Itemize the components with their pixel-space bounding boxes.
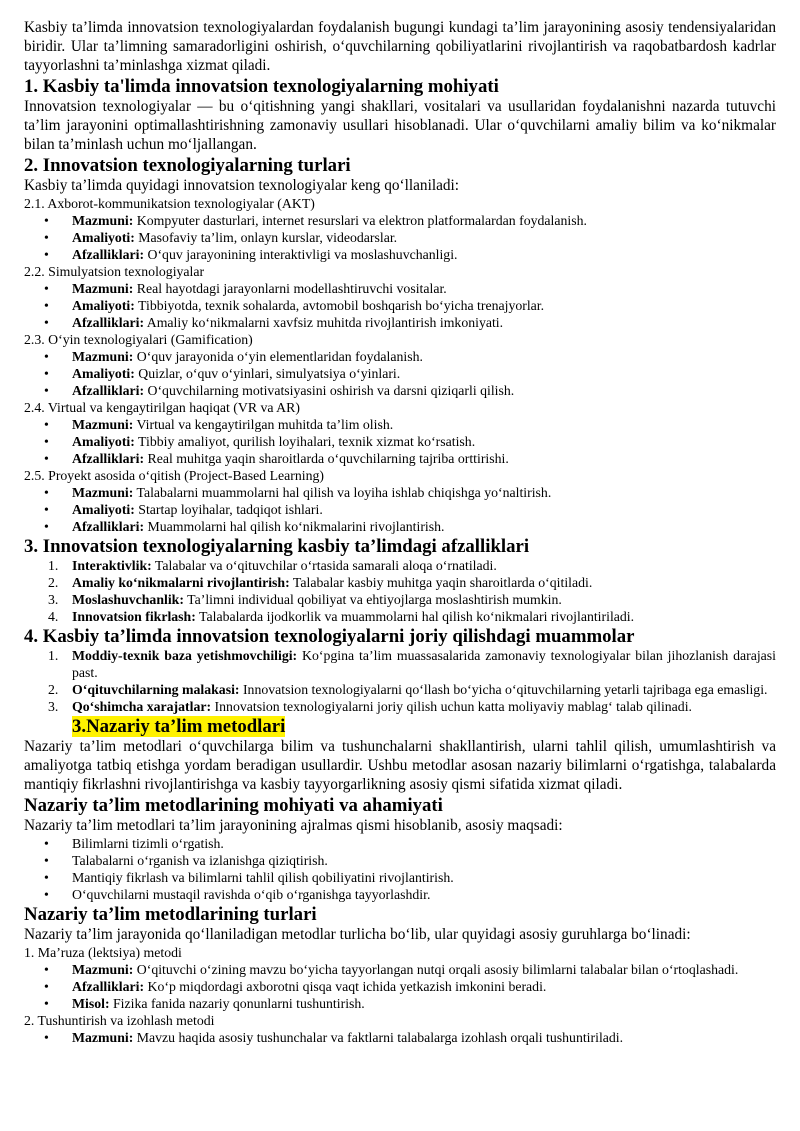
method-title: 2. Tushuntirish va izohlash metodi <box>24 1013 215 1028</box>
bullet-icon: • <box>44 887 49 902</box>
bullet-icon: • <box>44 485 49 500</box>
bullet-list <box>24 835 776 903</box>
item-number: 3. <box>48 592 59 607</box>
item-text: Mantiqiy fikrlash va bilimlarni tahlil qilish qobiliyatini rivojlantirish. <box>72 870 454 885</box>
item-text: Talabalar va o‘qituvchilar o‘rtasida samarali aloqa o‘rnatiladi. <box>151 558 497 573</box>
item-text: Tibbiy amaliyot, qurilish loyihalari, texnik xizmat ko‘rsatish. <box>134 434 476 449</box>
section-heading-essence: Nazariy ta’lim metodlarining mohiyati va ahamiyati <box>24 795 443 816</box>
bullet-list <box>24 212 776 263</box>
item-label: Afzalliklari: <box>72 519 145 534</box>
subsection-title: 2.1. Axborot-kommunikatsion texnologiyalar (AKT) <box>24 196 315 211</box>
bullet-list <box>24 416 776 467</box>
subsection-title: 2.3. O‘yin texnologiyalari (Gamification) <box>24 332 253 347</box>
document-page <box>24 0 776 1046</box>
list-item <box>44 501 776 518</box>
subsection-title: 2.2. Simulyatsion texnologiyalar <box>24 264 205 279</box>
types-intro: Nazariy ta’lim jarayonida qo‘llaniladigan metodlar turlicha bo‘lib, ular quyidagi asosiy guruhlarga bo‘linadi: <box>24 926 691 943</box>
bullet-icon: • <box>44 836 49 851</box>
item-number: 2. <box>48 575 59 590</box>
bullet-icon: • <box>44 996 49 1011</box>
theory-methods-paragraph: Nazariy ta’lim metodlari o‘quvchilarga bilim va tushunchalarni shakllantirish, ularni tahlil qilish, umumlashtirish va amaliyotga tatbiq etishga yordam beradigan usullardir. Ushbu metodlar asosan nazariy bilimlarni o‘rgatishga, talabalarda mantiqiy fikrlashni rivojlantirishga va kasbiy tayyorgarlikning asosiy qismi sifatida xizmat qiladi. <box>24 738 776 793</box>
item-label: Mazmuni: <box>72 417 134 432</box>
bullet-icon: • <box>44 962 49 977</box>
item-label: Amaliyoti: <box>72 366 135 381</box>
item-label: Amaliyoti: <box>72 434 135 449</box>
item-text: Startap loyihalar, tadqiqot ishlari. <box>134 502 323 517</box>
item-text: O‘quvchilarning motivatsiyasini oshirish va darsni qiziqarli qilish. <box>144 383 515 398</box>
numbered-list <box>24 647 776 715</box>
subsection-title: 2.5. Proyekt asosida o‘qitish (Project-Based Learning) <box>24 468 325 483</box>
list-item <box>48 574 776 591</box>
list-item <box>48 608 776 625</box>
section-heading-2: 2. Innovatsion texnologiyalarning turlari <box>24 155 351 176</box>
list-item <box>44 852 776 869</box>
essence-intro: Nazariy ta’lim metodlari ta’lim jarayonining ajralmas qismi hisoblanib, asosiy maqsadi: <box>24 817 563 834</box>
list-item <box>44 978 776 995</box>
item-label: Afzalliklari: <box>72 451 145 466</box>
item-label: Afzalliklari: <box>72 315 145 330</box>
item-label: Misol: <box>72 996 110 1011</box>
item-label: Afzalliklari: <box>72 979 145 994</box>
bullet-icon: • <box>44 366 49 381</box>
item-label: Mazmuni: <box>72 281 134 296</box>
bullet-icon: • <box>44 247 49 262</box>
list-item <box>44 382 776 399</box>
item-text: Talabalarni muammolarni hal qilish va loyiha ishlab chiqishga yo‘naltirish. <box>133 485 552 500</box>
list-item <box>44 314 776 331</box>
item-label: Afzalliklari: <box>72 247 145 262</box>
item-text: Ta’limni individual qobiliyat va ehtiyojlarga moslashtirish mumkin. <box>183 592 562 607</box>
item-text: O‘qituvchi o‘zining mavzu bo‘yicha tayyorlangan nutqi orqali asosiy bilimlarni talabalar bilan o‘rtoqlashadi. <box>133 962 739 977</box>
item-text: Amaliy ko‘nikmalarni xavfsiz muhitda rivojlantirish imkoniyati. <box>144 315 504 330</box>
bullet-icon: • <box>44 853 49 868</box>
list-item <box>44 365 776 382</box>
list-item <box>44 484 776 501</box>
item-text: Talabalarda ijodkorlik va muammolarni hal qilish ko‘nikmalari rivojlantiriladi. <box>195 609 635 624</box>
list-item <box>44 348 776 365</box>
item-text: O‘quv jarayonida o‘yin elementlaridan foydalanish. <box>133 349 423 364</box>
item-number: 1. <box>48 558 59 573</box>
bullet-icon: • <box>44 315 49 330</box>
item-label: Moslashuvchanlik: <box>72 592 184 607</box>
section-2-intro: Kasbiy ta’limda quyidagi innovatsion texnologiyalar keng qo‘llaniladi: <box>24 177 460 194</box>
list-item <box>44 1029 776 1046</box>
list-item <box>48 557 776 574</box>
item-number: 2. <box>48 682 59 697</box>
bullet-icon: • <box>44 1030 49 1045</box>
item-label: Qo‘shimcha xarajatlar: <box>72 699 212 714</box>
item-text: Real hayotdagi jarayonlarni modellashtiruvchi vositalar. <box>133 281 447 296</box>
bullet-icon: • <box>44 281 49 296</box>
item-label: Innovatsion fikrlash: <box>72 609 196 624</box>
list-item <box>44 433 776 450</box>
item-label: Amaliyoti: <box>72 502 135 517</box>
item-label: Interaktivlik: <box>72 558 152 573</box>
item-text: Mavzu haqida asosiy tushunchalar va faktlarni talabalarga izohlash orqali tushuntiriladi. <box>133 1030 624 1045</box>
item-label: O‘qituvchilarning malakasi: <box>72 682 240 697</box>
method-title: 1. Ma’ruza (lektsiya) metodi <box>24 945 182 960</box>
section-heading-3: 3. Innovatsion texnologiyalarning kasbiy ta’limdagi afzalliklari <box>24 536 530 557</box>
list-item <box>44 518 776 535</box>
list-item <box>48 647 776 681</box>
list-item <box>44 212 776 229</box>
bullet-icon: • <box>44 349 49 364</box>
subsection-title: 2.4. Virtual va kengaytirilgan haqiqat (VR va AR) <box>24 400 300 415</box>
item-text: Fizika fanida nazariy qonunlarni tushuntirish. <box>109 996 365 1011</box>
list-item <box>44 246 776 263</box>
bullet-icon: • <box>44 451 49 466</box>
bullet-icon: • <box>44 417 49 432</box>
bullet-list <box>24 348 776 399</box>
bullet-icon: • <box>44 298 49 313</box>
item-label: Mazmuni: <box>72 213 134 228</box>
item-label: Mazmuni: <box>72 349 134 364</box>
item-number: 4. <box>48 609 59 624</box>
section-heading-types: Nazariy ta’lim metodlarining turlari <box>24 904 317 925</box>
item-label: Afzalliklari: <box>72 383 145 398</box>
highlighted-heading-wrapper <box>24 716 776 737</box>
bullet-icon: • <box>44 979 49 994</box>
list-item <box>48 681 776 698</box>
item-label: Amaliyoti: <box>72 298 135 313</box>
item-text: O‘quv jarayonining interaktivligi va moslashuvchanligi. <box>144 247 458 262</box>
item-text: Tibbiyotda, texnik sohalarda, avtomobil boshqarish bo‘yicha trenajyorlar. <box>134 298 545 313</box>
item-text: Innovatsion texnologiyalarni joriy qilish uchun katta moliyaviy mablag‘ talab qilinadi. <box>211 699 692 714</box>
bullet-icon: • <box>44 434 49 449</box>
intro-paragraph: Kasbiy ta’limda innovatsion texnologiyalardan foydalanish bugungi kundagi ta’lim jarayonining asosiy tendensiyalaridan biridir. Ular ta’limning samaradorligini oshirish, o‘quvchilarning qobiliyatlarini rivojlantirish va raqobatbardosh kadrlar tayyorlashni ta’minlashga xizmat qiladi. <box>24 19 776 74</box>
item-text: Real muhitga yaqin sharoitlarda o‘quvchilarning tajriba orttirishi. <box>144 451 509 466</box>
bullet-list <box>24 280 776 331</box>
item-label: Mazmuni: <box>72 485 134 500</box>
list-item <box>44 450 776 467</box>
list-item <box>44 995 776 1012</box>
bullet-icon: • <box>44 519 49 534</box>
bullet-icon: • <box>44 213 49 228</box>
item-label: Amaliyoti: <box>72 230 135 245</box>
section-heading-1: 1. Kasbiy ta'limda innovatsion texnologiyalarning mohiyati <box>24 76 499 97</box>
item-text: Innovatsion texnologiyalarni qo‘llash bo‘yicha o‘qituvchilarning yetarli tajribaga ega emasligi. <box>239 682 768 697</box>
list-item <box>44 961 776 978</box>
section-heading-4: 4. Kasbiy ta’limda innovatsion texnologiyalarni joriy qilishdagi muammolar <box>24 626 635 647</box>
item-number: 1. <box>48 648 59 663</box>
item-text: Talabalarni o‘rganish va izlanishga qiziqtirish. <box>72 853 328 868</box>
numbered-list <box>24 557 776 625</box>
list-item <box>44 835 776 852</box>
list-item <box>44 886 776 903</box>
bullet-list <box>24 961 776 1012</box>
list-item <box>44 297 776 314</box>
item-text: Ko‘pgina ta’lim muassasalarida zamonaviy texnologiyalar bilan jihozlanish darajasi past. <box>72 648 776 680</box>
item-label: Amaliy ko‘nikmalarni rivojlantirish: <box>72 575 290 590</box>
list-item <box>44 869 776 886</box>
bullet-list <box>24 484 776 535</box>
item-label: Mazmuni: <box>72 962 134 977</box>
highlighted-heading: 3.Nazariy ta’lim metodlari <box>72 716 286 737</box>
bullet-icon: • <box>44 502 49 517</box>
list-item <box>44 280 776 297</box>
item-text: Talabalar kasbiy muhitga yaqin sharoitlarda o‘qitiladi. <box>289 575 593 590</box>
section-1-paragraph: Innovatsion texnologiyalar — bu o‘qitishning yangi shakllari, vositalari va usullaridan foydalanishni nazarda tutuvchi ta’lim jarayonini optimallashtirishning zamonaviy usullari hisoblanadi. Ular o‘quvchilarni amaliy bilim va ko‘nikmalar bilan ta’minlash uchun mo‘ljallangan. <box>24 98 776 153</box>
item-text: Virtual va kengaytirilgan muhitda ta’lim olish. <box>133 417 394 432</box>
list-item <box>48 698 776 715</box>
list-item <box>44 416 776 433</box>
item-text: Quizlar, o‘quv o‘yinlari, simulyatsiya o‘yinlari. <box>134 366 401 381</box>
list-item <box>48 591 776 608</box>
bullet-icon: • <box>44 870 49 885</box>
bullet-icon: • <box>44 230 49 245</box>
item-text: Bilimlarni tizimli o‘rgatish. <box>72 836 224 851</box>
item-text: Kompyuter dasturlari, internet resurslari va elektron platformalardan foydalanish. <box>133 213 587 228</box>
item-text: Masofaviy ta’lim, onlayn kurslar, videodarslar. <box>134 230 398 245</box>
item-text: O‘quvchilarni mustaqil ravishda o‘qib o‘rganishga tayyorlashdir. <box>72 887 431 902</box>
bullet-icon: • <box>44 383 49 398</box>
item-label: Moddiy-texnik baza yetishmovchiligi: <box>72 648 298 663</box>
item-text: Muammolarni hal qilish ko‘nikmalarini rivojlantirish. <box>144 519 445 534</box>
item-text: Ko‘p miqdordagi axborotni qisqa vaqt ichida yetkazish imkonini beradi. <box>144 979 547 994</box>
item-label: Mazmuni: <box>72 1030 134 1045</box>
item-number: 3. <box>48 699 59 714</box>
list-item <box>44 229 776 246</box>
bullet-list <box>24 1029 776 1046</box>
